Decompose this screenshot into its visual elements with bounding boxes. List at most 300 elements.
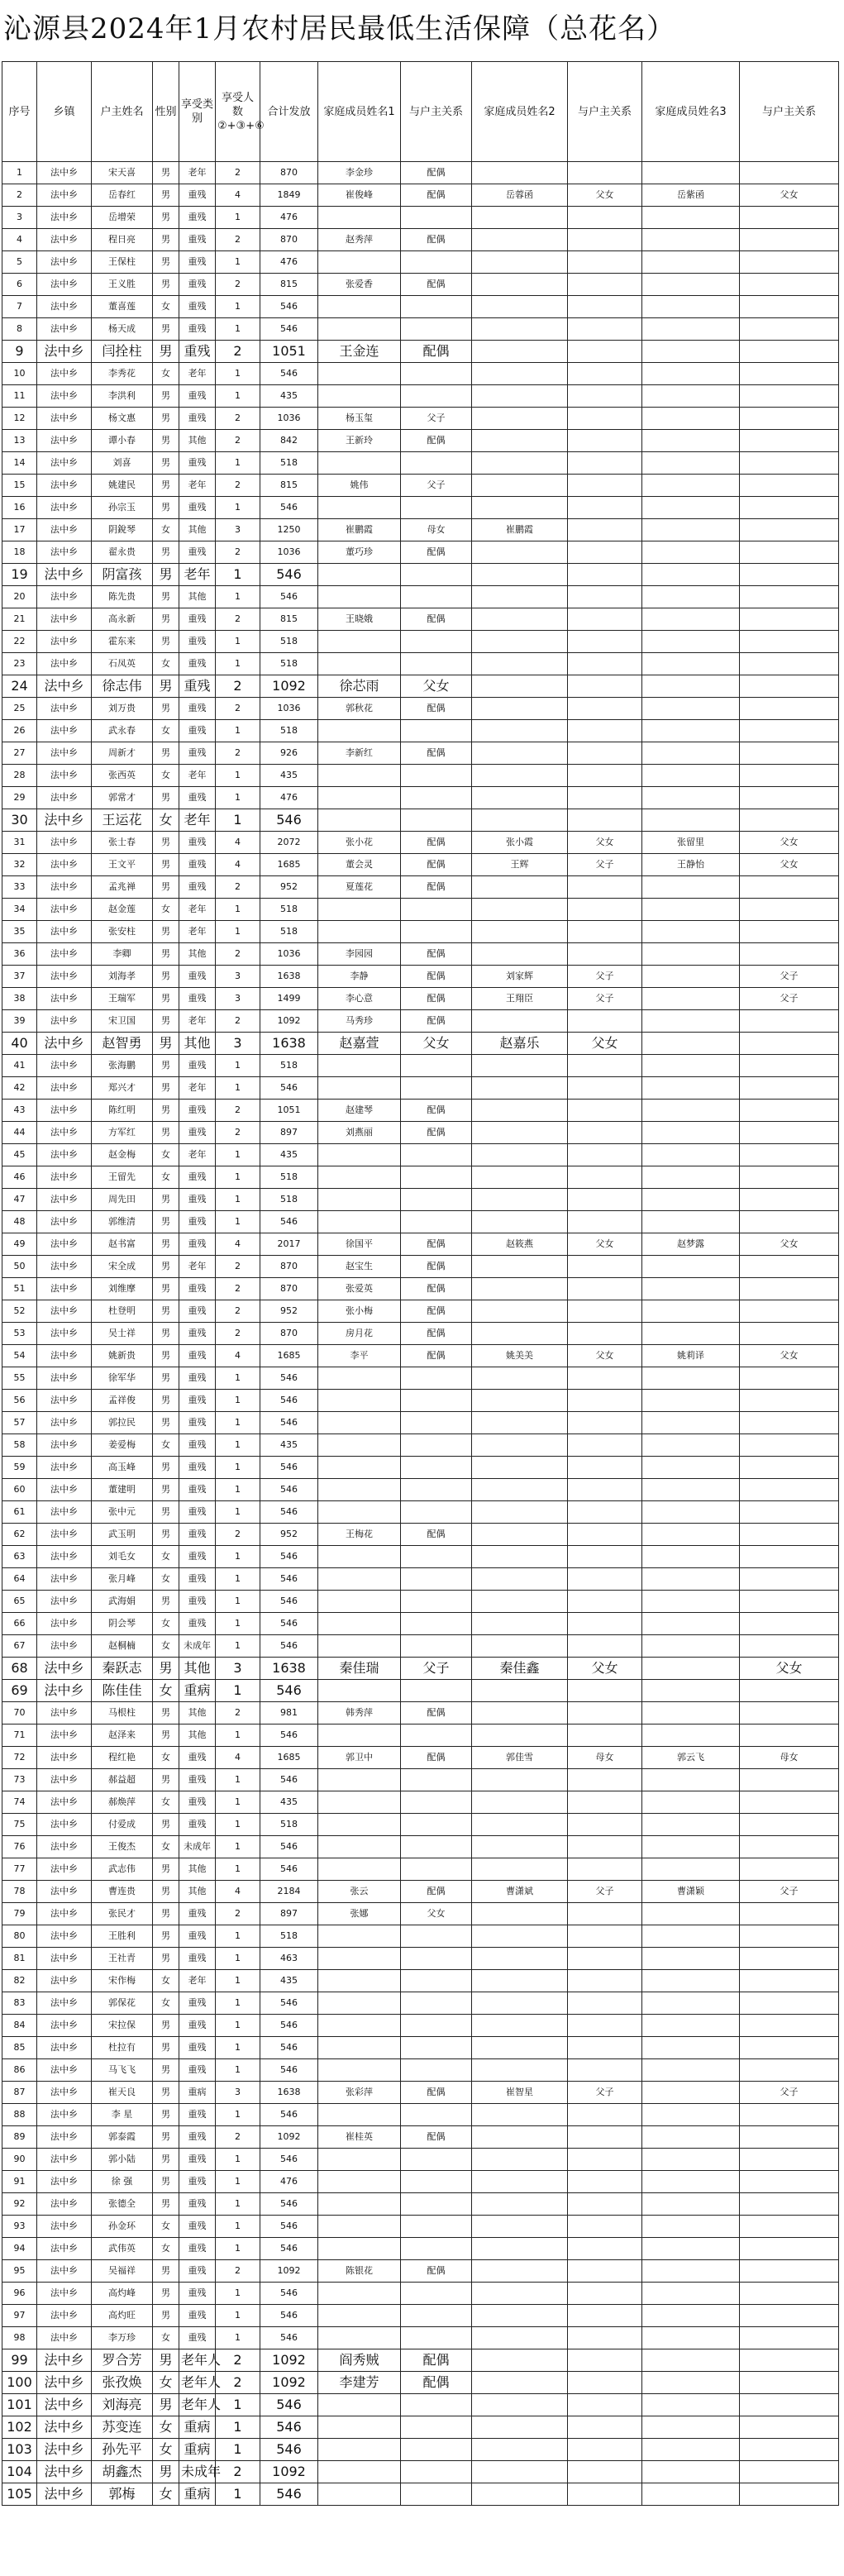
table-cell: 父女 xyxy=(568,832,642,854)
table-cell: 父女 xyxy=(401,1903,472,1925)
table-cell: 24 xyxy=(2,675,37,698)
table-cell: 张小霞 xyxy=(472,832,568,854)
table-cell: 男 xyxy=(153,2394,179,2416)
table-cell xyxy=(642,1992,740,2015)
table-cell xyxy=(642,1970,740,1992)
table-cell: 546 xyxy=(260,1367,318,1390)
table-cell: 男 xyxy=(153,1345,179,1367)
table-cell: 男 xyxy=(153,1881,179,1903)
table-cell: 母女 xyxy=(401,519,472,541)
table-cell: 1051 xyxy=(260,1100,318,1122)
table-cell: 阴会琴 xyxy=(92,1613,153,1635)
table-cell xyxy=(642,2483,740,2506)
table-cell: 配偶 xyxy=(401,832,472,854)
table-cell: 重残 xyxy=(179,966,216,988)
table-cell: 1 xyxy=(216,631,260,653)
table-cell: 法中乡 xyxy=(37,854,92,876)
table-cell xyxy=(568,1836,642,1858)
table-cell: 配偶 xyxy=(401,1345,472,1367)
table-cell: 1685 xyxy=(260,1747,318,1769)
table-cell: 26 xyxy=(2,720,37,742)
table-cell xyxy=(740,2305,839,2327)
table-cell: 其他 xyxy=(179,519,216,541)
table-cell: 49 xyxy=(2,1233,37,1256)
table-cell: 43 xyxy=(2,1100,37,1122)
table-cell: 法中乡 xyxy=(37,2059,92,2082)
table-cell xyxy=(740,1367,839,1390)
table-cell: 崔俊峰 xyxy=(318,184,401,207)
table-cell xyxy=(642,229,740,251)
table-cell: 男 xyxy=(153,162,179,184)
table-cell: 男 xyxy=(153,1501,179,1524)
table-cell: 法中乡 xyxy=(37,1769,92,1791)
table-cell: 1 xyxy=(216,1591,260,1613)
table-cell: 配偶 xyxy=(401,1010,472,1033)
table-cell xyxy=(740,1300,839,1323)
table-cell xyxy=(740,1613,839,1635)
table-row xyxy=(2,1970,839,1992)
table-cell xyxy=(568,1189,642,1211)
table-cell xyxy=(401,2483,472,2506)
table-cell xyxy=(318,1613,401,1635)
table-cell: 1092 xyxy=(260,2126,318,2149)
table-cell xyxy=(401,1077,472,1100)
table-cell xyxy=(401,2439,472,2461)
table-cell: 配偶 xyxy=(401,2372,472,2394)
table-cell: 4 xyxy=(216,854,260,876)
table-cell: 张民才 xyxy=(92,1903,153,1925)
table-cell: 72 xyxy=(2,1747,37,1769)
table-cell xyxy=(472,765,568,787)
table-cell: 宋作梅 xyxy=(92,1970,153,1992)
table-cell: 法中乡 xyxy=(37,608,92,631)
table-cell: 93 xyxy=(2,2216,37,2238)
table-cell: 1 xyxy=(216,564,260,586)
table-cell xyxy=(401,899,472,921)
table-cell: 重残 xyxy=(179,1524,216,1546)
table-cell xyxy=(472,2015,568,2037)
table-row xyxy=(2,1724,839,1747)
table-cell: 546 xyxy=(260,2327,318,2349)
table-cell: 夏莲花 xyxy=(318,876,401,899)
table-cell: 1 xyxy=(216,318,260,341)
table-cell: 法中乡 xyxy=(37,1591,92,1613)
table-cell: 2 xyxy=(216,608,260,631)
table-cell: 老年人 xyxy=(179,2372,216,2394)
table-cell: 女 xyxy=(153,2416,179,2439)
table-cell xyxy=(472,2483,568,2506)
table-cell xyxy=(642,1479,740,1501)
table-cell xyxy=(401,363,472,385)
table-cell xyxy=(401,653,472,675)
table-cell: 30 xyxy=(2,809,37,832)
table-cell: 1 xyxy=(216,1479,260,1501)
table-cell: 法中乡 xyxy=(37,1948,92,1970)
table-cell xyxy=(568,1479,642,1501)
table-cell: 62 xyxy=(2,1524,37,1546)
table-cell: 男 xyxy=(153,475,179,497)
table-cell: 法中乡 xyxy=(37,2037,92,2059)
table-cell: 父女 xyxy=(568,1658,642,1680)
table-cell: 重残 xyxy=(179,631,216,653)
table-cell xyxy=(568,1903,642,1925)
table-cell: 546 xyxy=(260,1390,318,1412)
table-cell: 郝焕萍 xyxy=(92,1791,153,1814)
table-cell xyxy=(568,2349,642,2372)
table-cell xyxy=(740,2327,839,2349)
table-cell xyxy=(318,809,401,832)
table-row xyxy=(2,742,839,765)
table-cell: 546 xyxy=(260,564,318,586)
table-cell xyxy=(318,2015,401,2037)
table-cell: 3 xyxy=(216,2082,260,2104)
table-cell: 法中乡 xyxy=(37,2104,92,2126)
table-cell: 配偶 xyxy=(401,742,472,765)
table-cell: 重残 xyxy=(179,1233,216,1256)
table-row xyxy=(2,899,839,921)
table-cell: 重残 xyxy=(179,452,216,475)
table-cell: 徐志伟 xyxy=(92,675,153,698)
table-cell xyxy=(568,2216,642,2238)
table-cell xyxy=(568,2171,642,2193)
table-cell: 郭梅 xyxy=(92,2483,153,2506)
table-cell xyxy=(472,608,568,631)
table-cell: 母女 xyxy=(740,1747,839,1769)
table-cell: 1 xyxy=(216,1189,260,1211)
table-cell: 重残 xyxy=(179,207,216,229)
table-cell: 546 xyxy=(260,1992,318,2015)
table-cell: 男 xyxy=(153,1591,179,1613)
table-row xyxy=(2,876,839,899)
column-header: 性别 xyxy=(153,62,179,162)
table-cell: 配偶 xyxy=(401,854,472,876)
table-cell xyxy=(740,765,839,787)
table-cell xyxy=(642,341,740,363)
table-cell: 1638 xyxy=(260,1658,318,1680)
table-cell xyxy=(642,2193,740,2216)
table-cell xyxy=(318,899,401,921)
table-cell xyxy=(568,1144,642,1166)
table-cell xyxy=(318,2193,401,2216)
table-cell xyxy=(568,1077,642,1100)
table-cell xyxy=(740,363,839,385)
table-cell: 重残 xyxy=(179,2283,216,2305)
table-cell xyxy=(568,1613,642,1635)
table-cell: 重残 xyxy=(179,608,216,631)
table-cell xyxy=(318,251,401,274)
table-cell: 2 xyxy=(216,876,260,899)
table-cell: 法中乡 xyxy=(37,251,92,274)
table-cell: 86 xyxy=(2,2059,37,2082)
table-cell: 张小花 xyxy=(318,832,401,854)
table-cell xyxy=(401,1546,472,1568)
table-cell: 68 xyxy=(2,1658,37,1680)
table-cell xyxy=(642,1858,740,1881)
table-cell: 重残 xyxy=(179,274,216,296)
table-cell: 郭泰霞 xyxy=(92,2126,153,2149)
table-cell: 法中乡 xyxy=(37,1211,92,1233)
table-cell: 2 xyxy=(216,1702,260,1724)
table-cell: 男 xyxy=(153,2059,179,2082)
table-cell: 男 xyxy=(153,1724,179,1747)
table-cell: 法中乡 xyxy=(37,2260,92,2283)
table-cell xyxy=(472,1992,568,2015)
table-cell xyxy=(318,1858,401,1881)
table-cell xyxy=(642,207,740,229)
table-cell xyxy=(642,1524,740,1546)
table-cell xyxy=(401,1211,472,1233)
table-cell: 其他 xyxy=(179,1881,216,1903)
table-cell: 61 xyxy=(2,1501,37,1524)
table-cell: 2017 xyxy=(260,1233,318,1256)
table-cell: 重残 xyxy=(179,1925,216,1948)
table-cell: 父女 xyxy=(568,1345,642,1367)
table-cell: 男 xyxy=(153,1948,179,1970)
table-cell: 男 xyxy=(153,1479,179,1501)
table-cell: 44 xyxy=(2,1122,37,1144)
table-cell: 赵桐楠 xyxy=(92,1635,153,1658)
table-cell: 王俊杰 xyxy=(92,1836,153,1858)
table-cell: 配偶 xyxy=(401,1233,472,1256)
table-cell xyxy=(740,809,839,832)
table-cell: 赵书富 xyxy=(92,1233,153,1256)
table-cell: 546 xyxy=(260,2283,318,2305)
table-cell: 周新才 xyxy=(92,742,153,765)
table-cell: 父女 xyxy=(740,1345,839,1367)
table-cell xyxy=(568,787,642,809)
table-cell xyxy=(318,2305,401,2327)
table-cell: 李园园 xyxy=(318,943,401,966)
table-cell: 赵泽来 xyxy=(92,1724,153,1747)
table-cell xyxy=(642,1613,740,1635)
table-cell: 老年 xyxy=(179,765,216,787)
table-cell: 郑兴才 xyxy=(92,1077,153,1100)
table-row xyxy=(2,207,839,229)
table-cell xyxy=(401,1412,472,1434)
table-cell: 其他 xyxy=(179,1724,216,1747)
table-cell: 2 xyxy=(216,1278,260,1300)
table-cell: 郭卫中 xyxy=(318,1747,401,1769)
table-cell xyxy=(318,765,401,787)
table-cell xyxy=(318,1211,401,1233)
table-row xyxy=(2,1345,839,1367)
table-cell: 法中乡 xyxy=(37,2483,92,2506)
table-cell: 重残 xyxy=(179,341,216,363)
table-cell: 546 xyxy=(260,2394,318,2416)
table-cell: 重残 xyxy=(179,2238,216,2260)
table-cell xyxy=(568,1434,642,1457)
table-cell: 女 xyxy=(153,809,179,832)
table-cell xyxy=(568,1680,642,1702)
table-cell: 武永春 xyxy=(92,720,153,742)
table-cell: 法中乡 xyxy=(37,2238,92,2260)
table-cell: 法中乡 xyxy=(37,2149,92,2171)
table-cell: 男 xyxy=(153,541,179,564)
table-cell xyxy=(568,720,642,742)
table-cell xyxy=(642,2126,740,2149)
table-cell xyxy=(472,497,568,519)
table-cell: 1 xyxy=(216,363,260,385)
table-row xyxy=(2,1881,839,1903)
table-cell: 1092 xyxy=(260,2260,318,2283)
table-cell: 张西英 xyxy=(92,765,153,787)
table-cell: 3 xyxy=(216,1658,260,1680)
table-cell: 房月花 xyxy=(318,1323,401,1345)
table-cell xyxy=(568,1501,642,1524)
table-cell: 男 xyxy=(153,1033,179,1055)
table-cell: 父子 xyxy=(740,1881,839,1903)
table-cell: 2 xyxy=(2,184,37,207)
table-cell: 546 xyxy=(260,2193,318,2216)
table-cell: 4 xyxy=(216,1233,260,1256)
table-cell: 女 xyxy=(153,899,179,921)
table-cell xyxy=(642,2015,740,2037)
table-cell: 重病 xyxy=(179,2483,216,2506)
table-cell xyxy=(568,1970,642,1992)
table-cell: 宋卫国 xyxy=(92,1010,153,1033)
table-cell xyxy=(740,1033,839,1055)
table-cell xyxy=(642,251,740,274)
table-cell: 男 xyxy=(153,2461,179,2483)
table-cell: 父子 xyxy=(568,988,642,1010)
table-cell: 435 xyxy=(260,1144,318,1166)
table-cell: 546 xyxy=(260,2104,318,2126)
table-cell xyxy=(740,876,839,899)
table-cell: 法中乡 xyxy=(37,1791,92,1814)
table-cell: 刘喜 xyxy=(92,452,153,475)
table-cell: 518 xyxy=(260,1925,318,1948)
table-cell: 1092 xyxy=(260,675,318,698)
table-cell: 870 xyxy=(260,162,318,184)
table-cell: 4 xyxy=(216,832,260,854)
table-cell: 重残 xyxy=(179,1948,216,1970)
table-cell xyxy=(740,2216,839,2238)
table-cell: 李秀花 xyxy=(92,363,153,385)
table-row xyxy=(2,1858,839,1881)
table-cell: 法中乡 xyxy=(37,2439,92,2461)
table-cell: 配偶 xyxy=(401,2349,472,2372)
table-cell: 王静怡 xyxy=(642,854,740,876)
table-cell: 546 xyxy=(260,2015,318,2037)
table-cell xyxy=(740,742,839,765)
table-cell: 翟永贵 xyxy=(92,541,153,564)
table-cell: 李心意 xyxy=(318,988,401,1010)
table-cell: 1 xyxy=(2,162,37,184)
table-cell xyxy=(401,1055,472,1077)
table-cell: 1 xyxy=(216,1948,260,1970)
table-cell xyxy=(642,1546,740,1568)
table-cell xyxy=(740,1970,839,1992)
table-cell: 男 xyxy=(153,2104,179,2126)
table-row xyxy=(2,2416,839,2439)
table-cell: 546 xyxy=(260,1769,318,1791)
table-cell: 重残 xyxy=(179,1747,216,1769)
table-cell: 31 xyxy=(2,832,37,854)
table-cell: 王新玲 xyxy=(318,430,401,452)
table-cell: 女 xyxy=(153,653,179,675)
table-cell: 赵建琴 xyxy=(318,1100,401,1122)
table-cell xyxy=(401,1970,472,1992)
table-cell: 2 xyxy=(216,2260,260,2283)
table-cell xyxy=(401,586,472,608)
table-cell xyxy=(642,2260,740,2283)
table-cell xyxy=(568,2104,642,2126)
table-cell xyxy=(472,698,568,720)
table-cell: 王文平 xyxy=(92,854,153,876)
table-cell xyxy=(401,1858,472,1881)
table-cell: 重残 xyxy=(179,318,216,341)
table-row xyxy=(2,2394,839,2416)
table-cell xyxy=(568,1791,642,1814)
table-cell xyxy=(740,296,839,318)
table-cell: 81 xyxy=(2,1948,37,1970)
table-row xyxy=(2,1189,839,1211)
table-cell: 2 xyxy=(216,2461,260,2483)
table-row xyxy=(2,1278,839,1300)
table-cell: 王社青 xyxy=(92,1948,153,1970)
table-cell: 42 xyxy=(2,1077,37,1100)
table-cell xyxy=(401,318,472,341)
table-cell: 重残 xyxy=(179,229,216,251)
table-cell xyxy=(472,385,568,408)
table-cell xyxy=(318,2461,401,2483)
table-cell xyxy=(401,2104,472,2126)
table-cell xyxy=(318,1970,401,1992)
table-cell: 28 xyxy=(2,765,37,787)
table-cell: 463 xyxy=(260,1948,318,1970)
table-cell: 法中乡 xyxy=(37,586,92,608)
table-cell xyxy=(642,1791,740,1814)
table-cell xyxy=(740,1769,839,1791)
table-cell: 闫拴柱 xyxy=(92,341,153,363)
table-cell xyxy=(642,274,740,296)
table-cell xyxy=(740,1010,839,1033)
table-cell: 张小梅 xyxy=(318,1300,401,1323)
table-cell xyxy=(318,1814,401,1836)
table-cell xyxy=(740,1836,839,1858)
table-row xyxy=(2,2283,839,2305)
table-cell: 李平 xyxy=(318,1345,401,1367)
table-cell xyxy=(401,2327,472,2349)
table-cell: 59 xyxy=(2,1457,37,1479)
table-cell: 法中乡 xyxy=(37,1010,92,1033)
table-cell: 岳增荣 xyxy=(92,207,153,229)
table-cell: 3 xyxy=(216,1033,260,1055)
table-cell: 岳蓉函 xyxy=(472,184,568,207)
table-cell: 10 xyxy=(2,363,37,385)
table-cell: 重残 xyxy=(179,1323,216,1345)
table-cell: 配偶 xyxy=(401,1702,472,1724)
table-cell: 未成年 xyxy=(179,2461,216,2483)
table-cell: 张留里 xyxy=(642,832,740,854)
table-cell: 法中乡 xyxy=(37,1122,92,1144)
table-cell xyxy=(740,2238,839,2260)
table-cell: 岳紫函 xyxy=(642,184,740,207)
table-cell xyxy=(401,296,472,318)
table-row xyxy=(2,1992,839,2015)
table-row xyxy=(2,1122,839,1144)
table-cell: 1036 xyxy=(260,541,318,564)
table-row xyxy=(2,1903,839,1925)
table-cell xyxy=(401,2149,472,2171)
table-cell: 王梅花 xyxy=(318,1524,401,1546)
table-cell: 64 xyxy=(2,1568,37,1591)
table-cell: 父女 xyxy=(401,1033,472,1055)
table-cell: 9 xyxy=(2,341,37,363)
table-cell xyxy=(568,1724,642,1747)
table-row xyxy=(2,675,839,698)
table-cell xyxy=(642,586,740,608)
